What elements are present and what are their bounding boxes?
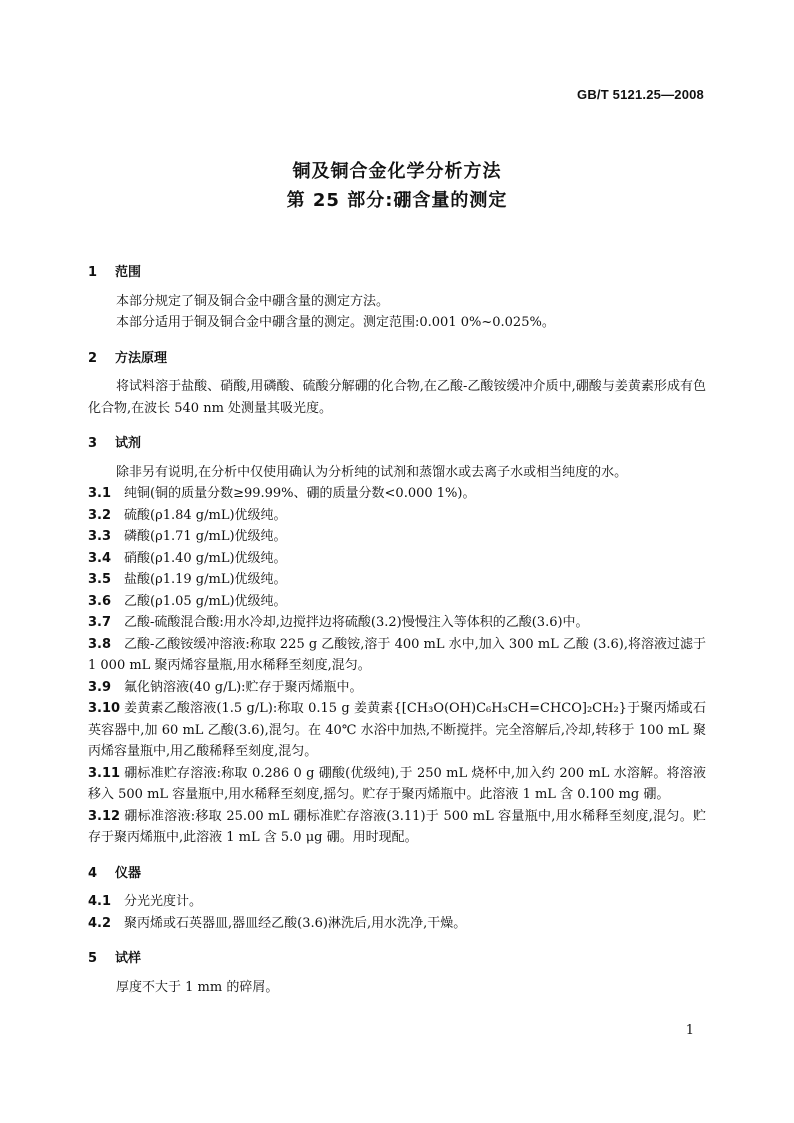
item-text: 分光光度计。 — [124, 894, 203, 909]
list-item — [88, 891, 706, 913]
item-number: 4.2 — [88, 915, 112, 931]
item-text: 硝酸(ρ1.40 g/mL)优级纯。 — [124, 550, 287, 566]
paragraph: 本部分适用于铜及铜合金中硼含量的测定。测定范围:0.001 0%~0.025%。 — [116, 315, 555, 330]
item-number: 3.2 — [88, 507, 112, 523]
section-heading-principle — [88, 348, 706, 370]
item-number: 3.12 — [88, 808, 121, 824]
document-subtitle: 第 25 部分:硼含量的测定 — [286, 190, 508, 211]
item-text: 盐酸(ρ1.19 g/mL)优级纯。 — [124, 572, 287, 587]
section-number: 5 — [88, 951, 98, 966]
item-text: 乙酸-硫酸混合酸:用水冷却,边搅拌边将硫酸(3.2)慢慢注入等体积的乙酸(3.6)中。 — [124, 615, 589, 630]
item-number: 3.6 — [88, 593, 112, 609]
list-item — [88, 763, 706, 806]
section-number: 2 — [88, 350, 98, 366]
list-item — [88, 505, 706, 527]
section-title: 方法原理 — [115, 350, 168, 366]
list-item — [88, 526, 706, 548]
list-item — [88, 569, 706, 591]
list-item — [88, 634, 706, 677]
paragraph: 本部分规定了铜及铜合金中硼含量的测定方法。 — [116, 293, 390, 309]
list-item — [88, 612, 706, 634]
section-title: 试剂 — [115, 436, 142, 451]
item-number: 3.3 — [88, 529, 112, 544]
item-text: 磷酸(ρ1.71 g/mL)优级纯。 — [124, 529, 287, 544]
item-text: 姜黄素乙酸溶液(1.5 g/L):称取 0.15 g 姜黄素{[CH₃O(OH)C₆H₃CH=CHCO]₂CH₂}于聚丙烯或石英容器中,加 60 mL 乙酸(3.6),混匀。在 40℃ 水浴中加热,不断搅拌。完全溶解后,冷却,转移于 100 mL 聚丙烯容量瓶中,用乙酸稀释至刻度,混匀。 — [88, 701, 706, 759]
item-text: 聚丙烯或石英器皿,器皿经乙酸(3.6)淋洗后,用水洗净,干燥。 — [124, 915, 467, 931]
document-title: 铜及铜合金化学分析方法 — [292, 161, 502, 182]
item-number: 3.7 — [88, 615, 112, 630]
item-text: 氟化钠溶液(40 g/L):贮存于聚丙烯瓶中。 — [124, 679, 363, 695]
item-text: 纯铜(铜的质量分数≥99.99%、硼的质量分数<0.000 1%)。 — [124, 486, 476, 501]
item-number: 3.8 — [88, 636, 112, 652]
list-item — [88, 548, 706, 570]
list-item — [88, 698, 706, 763]
section-heading-apparatus — [88, 863, 706, 885]
page-number: 1 — [685, 1023, 694, 1038]
paragraph: 除非另有说明,在分析中仅使用确认为分析纯的试剂和蒸馏水或去离子水或相当纯度的水。 — [116, 464, 628, 480]
document-body — [88, 262, 706, 998]
item-text: 硫酸(ρ1.84 g/mL)优级纯。 — [124, 507, 287, 523]
section-number: 4 — [88, 865, 98, 881]
item-number: 3.5 — [88, 572, 112, 587]
paragraph: 厚度不大于 1 mm 的碎屑。 — [116, 979, 279, 995]
section-heading-scope — [88, 262, 706, 284]
section-title: 范围 — [115, 265, 142, 280]
list-item — [88, 677, 706, 699]
item-number: 3.10 — [88, 701, 121, 716]
item-number: 3.11 — [88, 765, 121, 781]
section-number: 3 — [88, 436, 98, 451]
section-title: 试样 — [115, 951, 142, 966]
section-number: 1 — [88, 265, 98, 280]
list-item — [88, 591, 706, 613]
section-heading-sample — [88, 948, 706, 970]
list-item — [88, 806, 706, 849]
item-text: 乙酸(ρ1.05 g/mL)优级纯。 — [124, 593, 287, 609]
list-item — [88, 913, 706, 935]
section-heading-reagents — [88, 433, 706, 455]
item-number: 4.1 — [88, 894, 112, 909]
paragraph: 将试料溶于盐酸、硝酸,用磷酸、硫酸分解硼的化合物,在乙酸-乙酸铵缓冲介质中,硼酸与姜黄素形成有色化合物,在波长 540 nm 处测量其吸光度。 — [88, 379, 706, 416]
item-text: 硼标准溶液:移取 25.00 mL 硼标准贮存溶液(3.11)于 500 mL 容量瓶中,用水稀释至刻度,混匀。贮存于聚丙烯瓶中,此溶液 1 mL 含 5.0 μg 硼。用时现配。 — [88, 808, 706, 845]
list-item — [88, 483, 706, 505]
item-number: 3.4 — [88, 550, 112, 566]
item-text: 乙酸-乙酸铵缓冲溶液:称取 225 g 乙酸铵,溶于 400 mL 水中,加入 300 mL 乙酸 (3.6),将溶液过滤于 1 000 mL 聚丙烯容量瓶,用水稀释至刻度,混匀。 — [88, 636, 706, 673]
standard-number: GB/T 5121.25—2008 — [577, 87, 704, 102]
section-title: 仪器 — [115, 865, 142, 881]
item-number: 3.1 — [88, 486, 112, 501]
item-text: 硼标准贮存溶液:称取 0.286 0 g 硼酸(优级纯),于 250 mL 烧杯中,加入约 200 mL 水溶解。将溶液移入 500 mL 容量瓶中,用水稀释至刻度,摇匀。贮存于聚丙烯瓶中。此溶液 1 mL 含 0.100 mg 硼。 — [88, 765, 706, 802]
item-number: 3.9 — [88, 679, 112, 695]
